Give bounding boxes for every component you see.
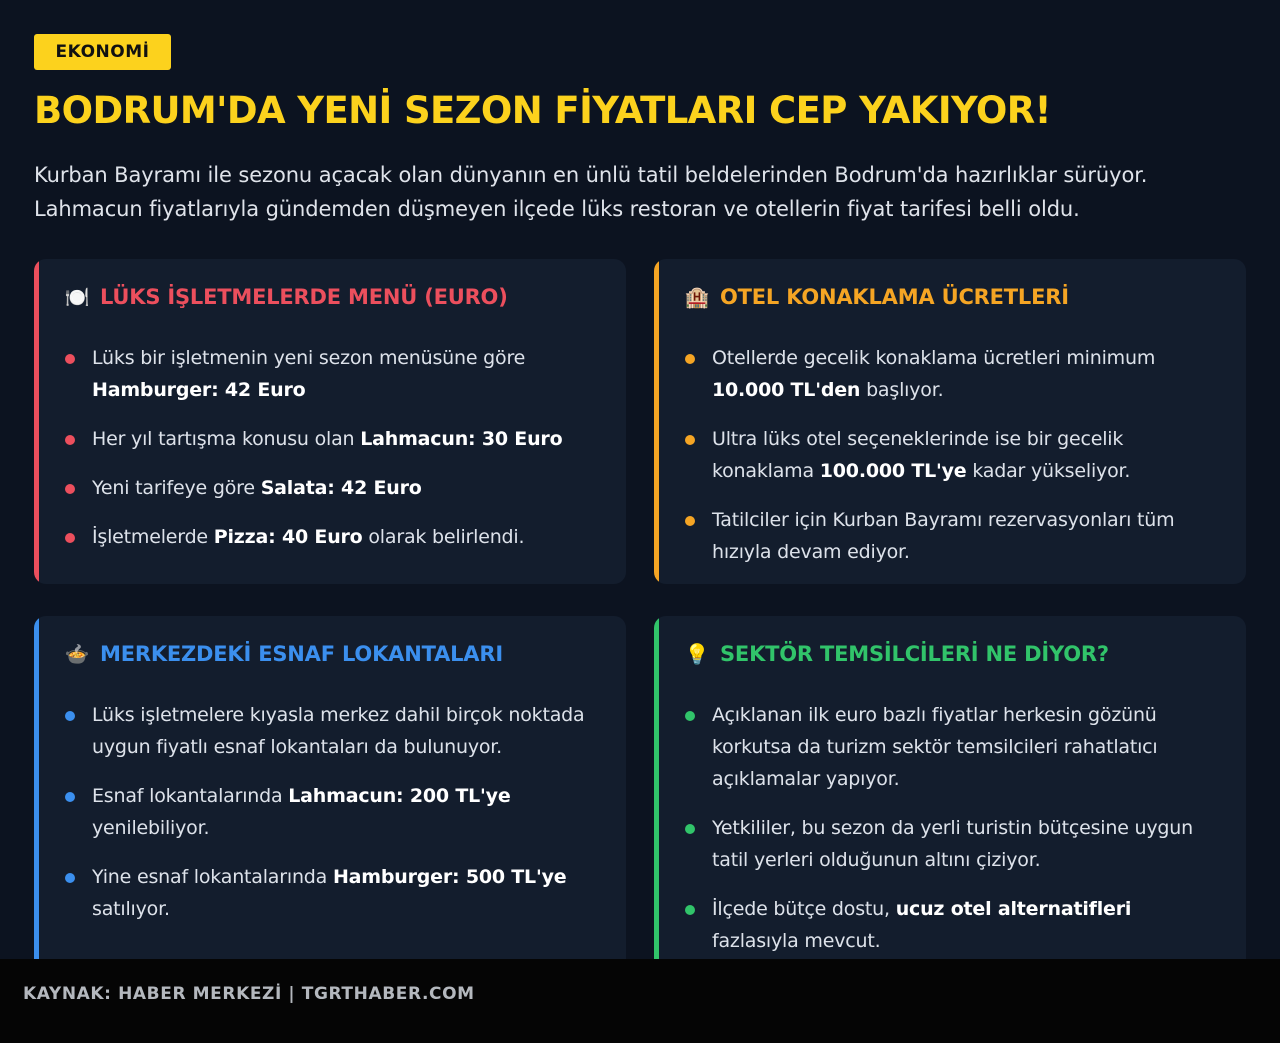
card-hotel-prices: [654, 259, 1246, 584]
card-title-text: LÜKS İŞLETMELERDE MENÜ (EURO): [100, 285, 508, 309]
list-item: Otellerde gecelik konaklama ücretleri minimum 10.000 TL'den başlıyor.: [712, 342, 1216, 406]
source-footer: [0, 959, 1280, 1043]
plate-cutlery-icon: 🍽️: [64, 285, 90, 309]
list-item: İşletmelerde Pizza: 40 Euro olarak belirlendi.: [92, 521, 596, 553]
lightbulb-icon: 💡: [684, 642, 710, 666]
card-title-text: OTEL KONAKLAMA ÜCRETLERİ: [720, 285, 1069, 309]
list-item: Lüks işletmelere kıyasla merkez dahil birçok noktada uygun fiyatlı esnaf lokantaları da bulunuyor.: [92, 699, 596, 763]
food-pot-icon: 🍲: [64, 642, 90, 666]
card-title-text: MERKEZDEKİ ESNAF LOKANTALARI: [100, 642, 503, 666]
card-title: [64, 642, 503, 666]
list-item: Lüks bir işletmenin yeni sezon menüsüne göre Hamburger: 42 Euro: [92, 342, 596, 406]
list-item: Yeni tarifeye göre Salata: 42 Euro: [92, 472, 596, 504]
card-tradesmen-restaurants: [34, 616, 626, 976]
list-item: Her yıl tartışma konusu olan Lahmacun: 30 Euro: [92, 423, 596, 455]
card-luxury-menu: [34, 259, 626, 584]
list-item: İlçede bütçe dostu, ucuz otel alternatifleri fazlasıyla mevcut.: [712, 893, 1216, 957]
lede-paragraph: Kurban Bayramı ile sezonu açacak olan dünyanın en ünlü tatil beldelerinden Bodrum'da hazırlıklar sürüyor. Lahmacun fiyatlarıyla gündemden düşmeyen ilçede lüks restoran ve otellerin fiyat tarifesi belli oldu.: [34, 163, 1148, 221]
bullet-list: [712, 699, 1216, 974]
category-tag: EKONOMİ: [34, 34, 171, 70]
bullet-list: [92, 342, 596, 570]
list-item: Yine esnaf lokantalarında Hamburger: 500 TL'ye satılıyor.: [92, 861, 596, 925]
bullet-list: [92, 699, 596, 942]
card-title: [684, 285, 1069, 309]
hotel-icon: 🏨: [684, 285, 710, 309]
source-credit: KAYNAK: HABER MERKEZİ | TGRTHABER.COM: [23, 984, 475, 1004]
list-item: Tatilciler için Kurban Bayramı rezervasyonları tüm hızıyla devam ediyor.: [712, 504, 1216, 568]
card-title: [64, 285, 508, 309]
list-item: Açıklanan ilk euro bazlı fiyatlar herkesin gözünü korkutsa da turizm sektör temsilcileri rahatlatıcı açıklamalar yapıyor.: [712, 699, 1216, 795]
list-item: Yetkililer, bu sezon da yerli turistin bütçesine uygun tatil yerleri olduğunun altını çiziyor.: [712, 812, 1216, 876]
card-title-text: SEKTÖR TEMSİLCİLERİ NE DİYOR?: [720, 642, 1109, 666]
list-item: Ultra lüks otel seçeneklerinde ise bir gecelik konaklama 100.000 TL'ye kadar yükseliyor.: [712, 423, 1216, 487]
headline: BODRUM'DA YENİ SEZON FİYATLARI CEP YAKIYOR!: [34, 89, 1051, 132]
bullet-list: [712, 342, 1216, 584]
card-sector-representatives: [654, 616, 1246, 976]
card-title: [684, 642, 1109, 666]
list-item: Esnaf lokantalarında Lahmacun: 200 TL'ye yenilebiliyor.: [92, 780, 596, 844]
